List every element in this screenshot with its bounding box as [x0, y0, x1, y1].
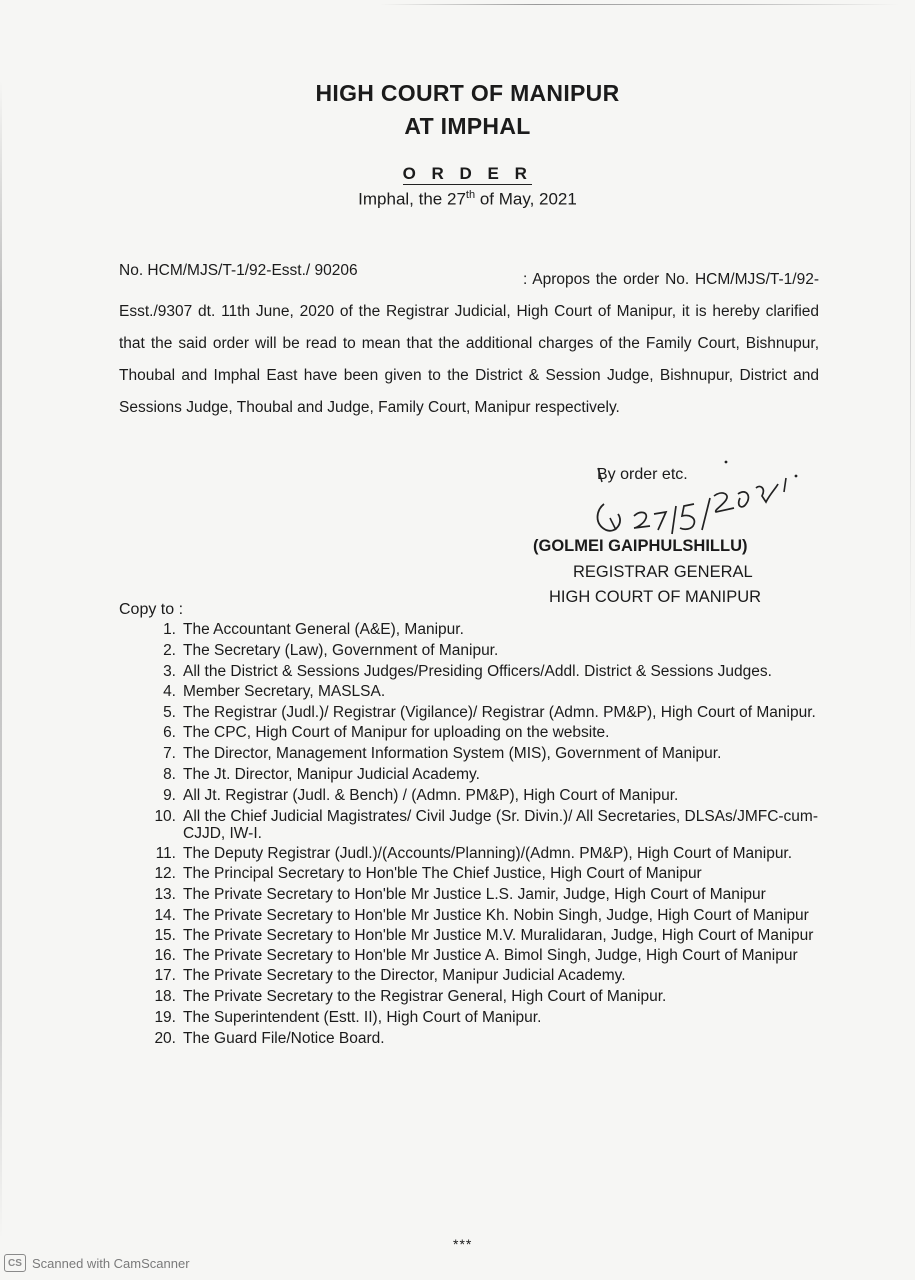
list-item-text: All the Chief Judicial Magistrates/ Civil Judge (Sr. Divin.)/ All Secretaries, DLSAs/JMFC-cum-CJJD, IW-I.	[183, 808, 818, 842]
list-item-text: The Secretary (Law), Government of Manipur.	[183, 642, 499, 659]
scan-edge-right	[910, 60, 911, 660]
list-item-number: 4.	[163, 683, 176, 700]
list-item-number: 10.	[154, 808, 176, 825]
scanner-watermark-text: Scanned with CamScanner	[32, 1255, 190, 1271]
order-number: No. HCM/MJS/T-1/92-Esst./ 90206	[119, 262, 358, 279]
list-item	[118, 808, 818, 842]
list-item	[118, 1009, 818, 1026]
order-body: : Apropos the order No. HCM/MJS/T-1/92-Esst./9307 dt. 11th June, 2020 of the Registrar Judicial, High Court of Manipur, it is hereby clarified that the said order will be read to mean that the additional charges of the Family Court, Bishnupur, Thoubal and Imphal East have been given to the District & Session Judge, Bishnupur, District and Sessions Judge, Thoubal and Judge, Family Court, Manipur respectively.	[119, 271, 819, 416]
list-item	[118, 907, 818, 924]
list-item-text: The Guard File/Notice Board.	[183, 1030, 385, 1047]
order-date-rest: of May, 2021	[475, 189, 577, 209]
by-order-text: By order etc.	[597, 466, 688, 483]
list-item-text: The Principal Secretary to Hon'ble The Chief Justice, High Court of Manipur	[183, 865, 702, 882]
list-item-number: 18.	[154, 988, 176, 1005]
list-item-text: The Accountant General (A&E), Manipur.	[183, 621, 464, 638]
list-item	[118, 947, 818, 964]
list-item-number: 16.	[154, 947, 176, 964]
list-item	[118, 845, 818, 862]
list-item	[118, 865, 818, 882]
list-item-number: 2.	[163, 642, 176, 659]
list-item-number: 5.	[163, 704, 176, 721]
list-item-text: All Jt. Registrar (Judl. & Bench) / (Admn. PM&P), High Court of Manipur.	[183, 787, 679, 804]
list-item-text: The Registrar (Judl.)/ Registrar (Vigilance)/ Registrar (Admn. PM&P), High Court of Manipur.	[183, 704, 816, 721]
list-item-text: The Private Secretary to Hon'ble Mr Justice L.S. Jamir, Judge, High Court of Manipur	[183, 886, 766, 903]
scanner-watermark	[4, 1254, 190, 1272]
list-item	[118, 988, 818, 1005]
copy-to-list	[118, 621, 818, 1051]
signatory-office: HIGH COURT OF MANIPUR	[549, 588, 762, 606]
list-item-text: The Private Secretary to the Registrar General, High Court of Manipur.	[183, 988, 667, 1005]
list-item-number: 6.	[163, 724, 176, 741]
list-item	[118, 1030, 818, 1047]
list-item	[118, 683, 818, 700]
list-item	[118, 927, 818, 944]
list-item-number: 14.	[154, 907, 176, 924]
list-item-number: 17.	[154, 967, 176, 984]
list-item	[118, 886, 818, 903]
list-item	[118, 724, 818, 741]
court-name: HIGH COURT OF MANIPUR	[315, 80, 620, 106]
list-item-number: 9.	[163, 787, 176, 804]
list-item-number: 19.	[154, 1009, 176, 1026]
court-location: AT IMPHAL	[404, 113, 531, 139]
list-item-number: 15.	[154, 927, 176, 944]
list-item-number: 11.	[155, 845, 176, 862]
list-item-number: 1.	[163, 621, 176, 638]
list-item	[118, 704, 818, 721]
list-item-number: 13.	[154, 886, 176, 903]
list-item-number: 8.	[163, 766, 176, 783]
end-mark: ***	[453, 1236, 473, 1252]
camscanner-logo-icon: CS	[4, 1254, 26, 1272]
list-item-text: The Private Secretary to the Director, Manipur Judicial Academy.	[183, 967, 626, 984]
list-item	[118, 642, 818, 659]
list-item-text: The Deputy Registrar (Judl.)/(Accounts/Planning)/(Admn. PM&P), High Court of Manipur.	[183, 845, 793, 862]
scan-edge-left	[0, 80, 2, 1240]
signatory-designation: REGISTRAR GENERAL	[573, 563, 753, 581]
order-date-main: Imphal, the 27	[358, 189, 466, 209]
list-item-text: The CPC, High Court of Manipur for uploading on the website.	[183, 724, 610, 741]
list-item	[118, 766, 818, 783]
list-item-number: 7.	[163, 745, 176, 762]
order-heading	[0, 164, 915, 184]
list-item	[118, 787, 818, 804]
list-item-text: The Jt. Director, Manipur Judicial Academy.	[183, 766, 480, 783]
list-item-text: The Private Secretary to Hon'ble Mr Justice M.V. Muralidaran, Judge, High Court of Manipur	[183, 927, 814, 944]
list-item-text: The Director, Management Information System (MIS), Government of Manipur.	[183, 745, 722, 762]
list-item-number: 12.	[154, 865, 176, 882]
list-item-text: The Private Secretary to Hon'ble Mr Justice Kh. Nobin Singh, Judge, High Court of Manipur	[183, 907, 809, 924]
list-item-text: All the District & Sessions Judges/Presiding Officers/Addl. District & Sessions Judges.	[183, 663, 772, 680]
list-item	[118, 663, 818, 680]
list-item-number: 20.	[154, 1030, 176, 1047]
order-date	[0, 189, 915, 210]
list-item	[118, 967, 818, 984]
signatory-name: (GOLMEI GAIPHULSHILLU)	[533, 537, 748, 555]
order-date-ordinal: th	[465, 189, 476, 201]
list-item-text: The Private Secretary to Hon'ble Mr Justice A. Bimol Singh, Judge, High Court of Manipur	[183, 947, 798, 964]
copy-to-label: Copy to :	[119, 601, 184, 618]
scan-edge-top	[380, 4, 900, 5]
list-item-text: Member Secretary, MASLSA.	[183, 683, 386, 700]
list-item	[118, 745, 818, 762]
list-item-text: The Superintendent (Estt. II), High Court of Manipur.	[183, 1009, 542, 1026]
order-heading-text: O R D E R	[402, 164, 533, 183]
list-item	[118, 621, 818, 638]
list-item-number: 3.	[163, 663, 176, 680]
